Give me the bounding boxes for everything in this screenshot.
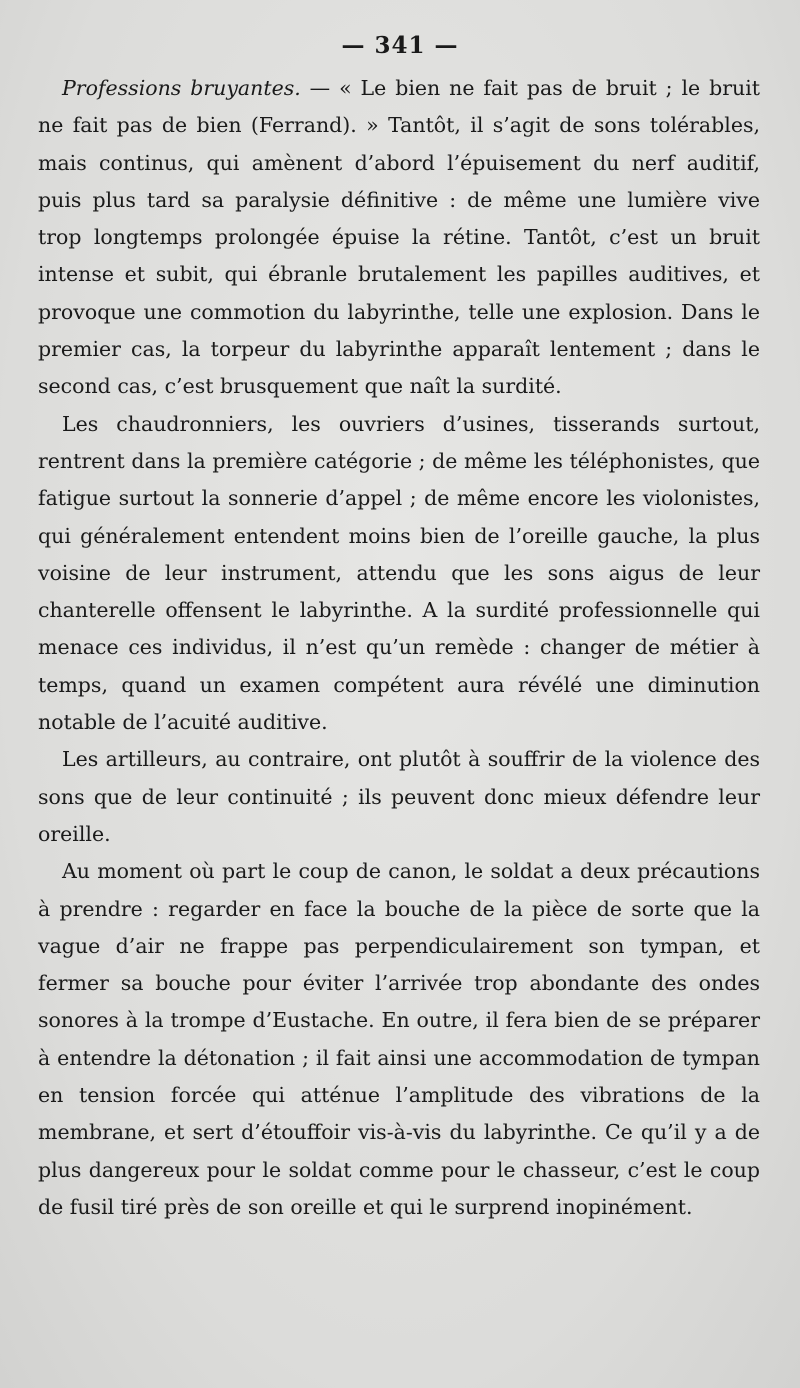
section-heading: Professions bruyantes. bbox=[62, 76, 301, 100]
paragraph-professions-bruyantes bbox=[38, 70, 760, 406]
paragraph-text: — « Le bien ne fait pas de bruit ; le bruit ne fait pas de bien (Ferrand). » Tantôt, il s’agit de sons tolérables, mais continus, qui amènent d’abord l’épuisement du nerf auditif, puis plus tard sa paralysie définitive : de même une lumière vive trop longtemps prolongée épuise la rétine. Tantôt, c’est un bruit intense et subit, qui ébranle brutalement les papilles auditives, et provoque une commotion du labyrinthe, telle une explosion. Dans le premier cas, la torpeur du labyrinthe apparaît lentement ; dans le second cas, c’est brusquement que naît la surdité. bbox=[38, 76, 760, 399]
page-body bbox=[38, 70, 760, 1226]
paragraph-coup-de-canon: Au moment où part le coup de canon, le soldat a deux précautions à prendre : regarder en face la bouche de la pièce de sorte que la vague d’air ne frappe pas perpendiculairement son tympan, et fermer sa bouche pour éviter l’arrivée trop abondante des ondes sonores à la trompe d’Eustache. En outre, il fera bien de se préparer à entendre la détonation ; il fait ainsi une accommodation de tympan en tension forcée qui atténue l’amplitude des vibrations de la membrane, et sert d’étouffoir vis-à-vis du labyrinthe. Ce qu’il y a de plus dangereux pour le soldat comme pour le chasseur, c’est le coup de fusil tiré près de son oreille et qui le surprend inopinément. bbox=[38, 859, 760, 1219]
paragraph-chaudronniers: Les chaudronniers, les ouvriers d’usines, tisserands surtout, rentrent dans la première catégorie ; de même les téléphonistes, que fatigue surtout la sonnerie d’appel ; de même encore les violonistes, qui généralement entendent moins bien de l’oreille gauche, la plus voisine de leur instrument, attendu que les sons aigus de leur chanterelle offensent le labyrinthe. A la surdité professionnelle qui menace ces individus, il n’est qu’un remède : changer de métier à temps, quand un examen compétent aura révélé une diminution notable de l’acuité auditive. bbox=[38, 411, 760, 735]
page-number: — 341 — bbox=[341, 32, 459, 59]
paragraph-artilleurs: Les artilleurs, au contraire, ont plutôt à souffrir de la violence des sons que de leur continuité ; ils peuvent donc mieux défendre leur oreille. bbox=[38, 747, 760, 846]
